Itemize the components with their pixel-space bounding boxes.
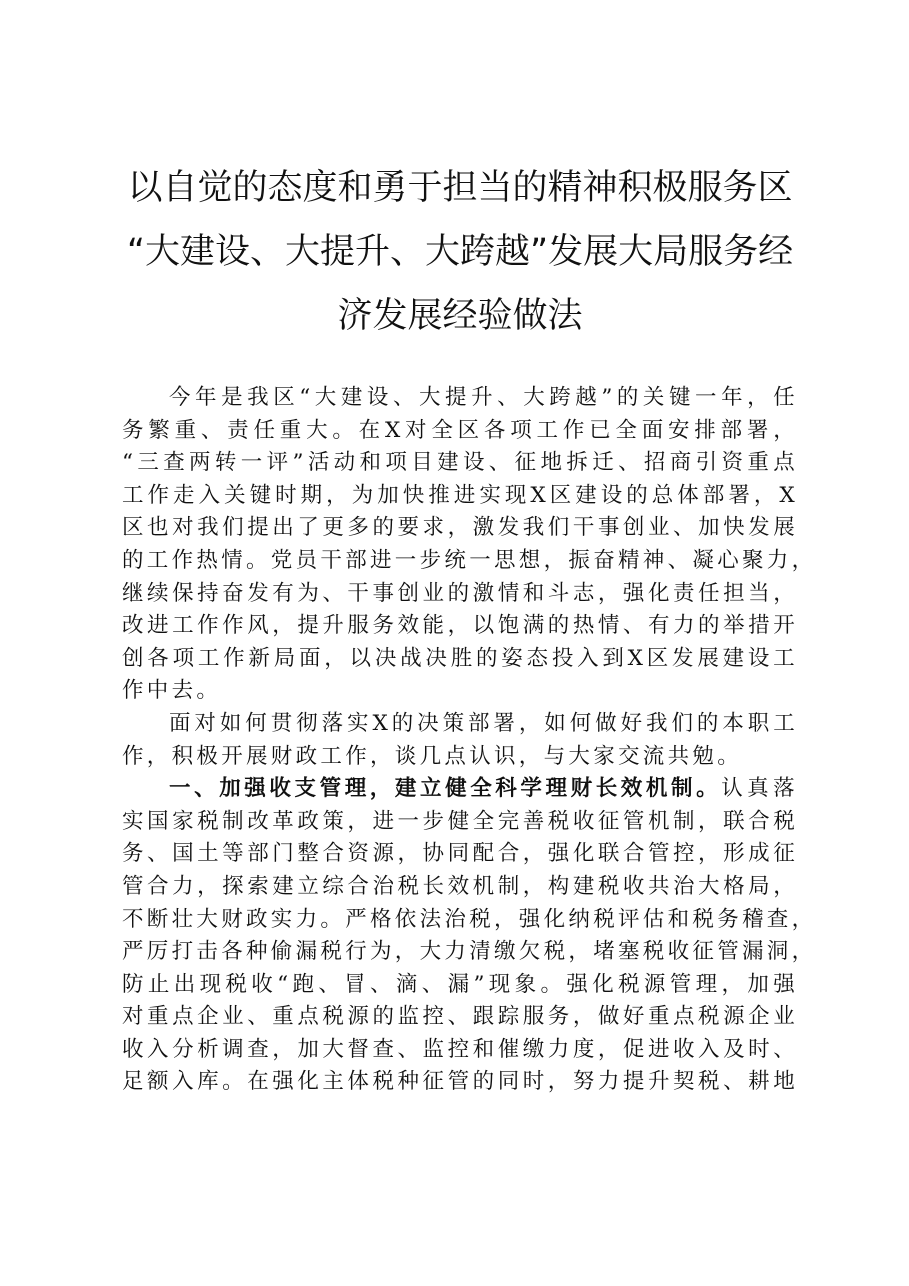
text-line: 务、国土等部门整合资源，协同配合，强化联合管控，形成征 (122, 841, 798, 867)
text-line: 作，积极开展财政工作，谈几点认识，与大家交流共勉。 (122, 743, 743, 769)
text-line: 创各项工作新局面，以决战决胜的姿态投入到X区发展建设工 (122, 645, 798, 671)
text-line: 对重点企业、重点税源的监控、跟踪服务，做好重点税源企业 (122, 1004, 798, 1030)
text-line: 面对如何贯彻落实X的决策部署，如何做好我们的本职工 (169, 710, 798, 736)
section-heading: 一、加强收支管理，建立健全科学理财长效机制。 (169, 776, 722, 802)
title-line: 济发展经验做法 (337, 296, 583, 336)
text-line: 收入分析调查，加大督查、监控和催缴力度，促进收入及时、 (122, 1036, 798, 1062)
text-line: 继续保持奋发有为、干事创业的激情和斗志，强化责任担当， (122, 580, 798, 606)
text-line: 作中去。 (122, 678, 222, 704)
text-line: 工作走入关键时期，为加快推进实现X区建设的总体部署，X (122, 482, 798, 508)
paragraph-intro (122, 382, 817, 708)
text-line: 防止出现税收“跑、冒、滴、漏”现象。强化税源管理，加强 (122, 971, 798, 997)
text-line: 今年是我区“大建设、大提升、大跨越”的关键一年，任 (169, 385, 798, 410)
text-line: “三查两转一评”活动和项目建设、征地拆迁、招商引资重点 (122, 450, 798, 476)
paragraph-approach (122, 708, 798, 773)
document-title (110, 156, 810, 348)
heading-trailing-text: 认真落 (721, 776, 798, 802)
text-line: 务繁重、责任重大。在X对全区各项工作已全面安排部署， (122, 417, 798, 443)
title-line: 以自觉的态度和勇于担当的精神积极服务区 (127, 168, 793, 208)
title-line: “大建设、大提升、大跨越”发展大局服务经 (126, 232, 794, 272)
paragraph-section-one (122, 773, 817, 1099)
text-line: 不断壮大财政实力。严格依法治税，强化纳税评估和税务稽查， (122, 906, 817, 932)
text-line: 改进工作作风，提升服务效能，以饱满的热情、有力的举措开 (122, 613, 798, 639)
text-line: 严厉打击各种偷漏税行为，大力清缴欠税，堵塞税收征管漏洞， (122, 939, 817, 965)
document-body (122, 382, 817, 1099)
text-line: 管合力，探索建立综合治税长效机制，构建税收共治大格局， (122, 873, 798, 899)
text-line (122, 773, 798, 806)
text-line: 的工作热情。党员干部进一步统一思想，振奋精神、凝心聚力， (122, 547, 817, 573)
text-line: 实国家税制改革政策，进一步健全完善税收征管机制，联合税 (122, 808, 798, 834)
text-line: 足额入库。在强化主体税种征管的同时，努力提升契税、耕地 (122, 1069, 798, 1095)
text-line: 区也对我们提出了更多的要求，激发我们干事创业、加快发展 (122, 515, 798, 541)
